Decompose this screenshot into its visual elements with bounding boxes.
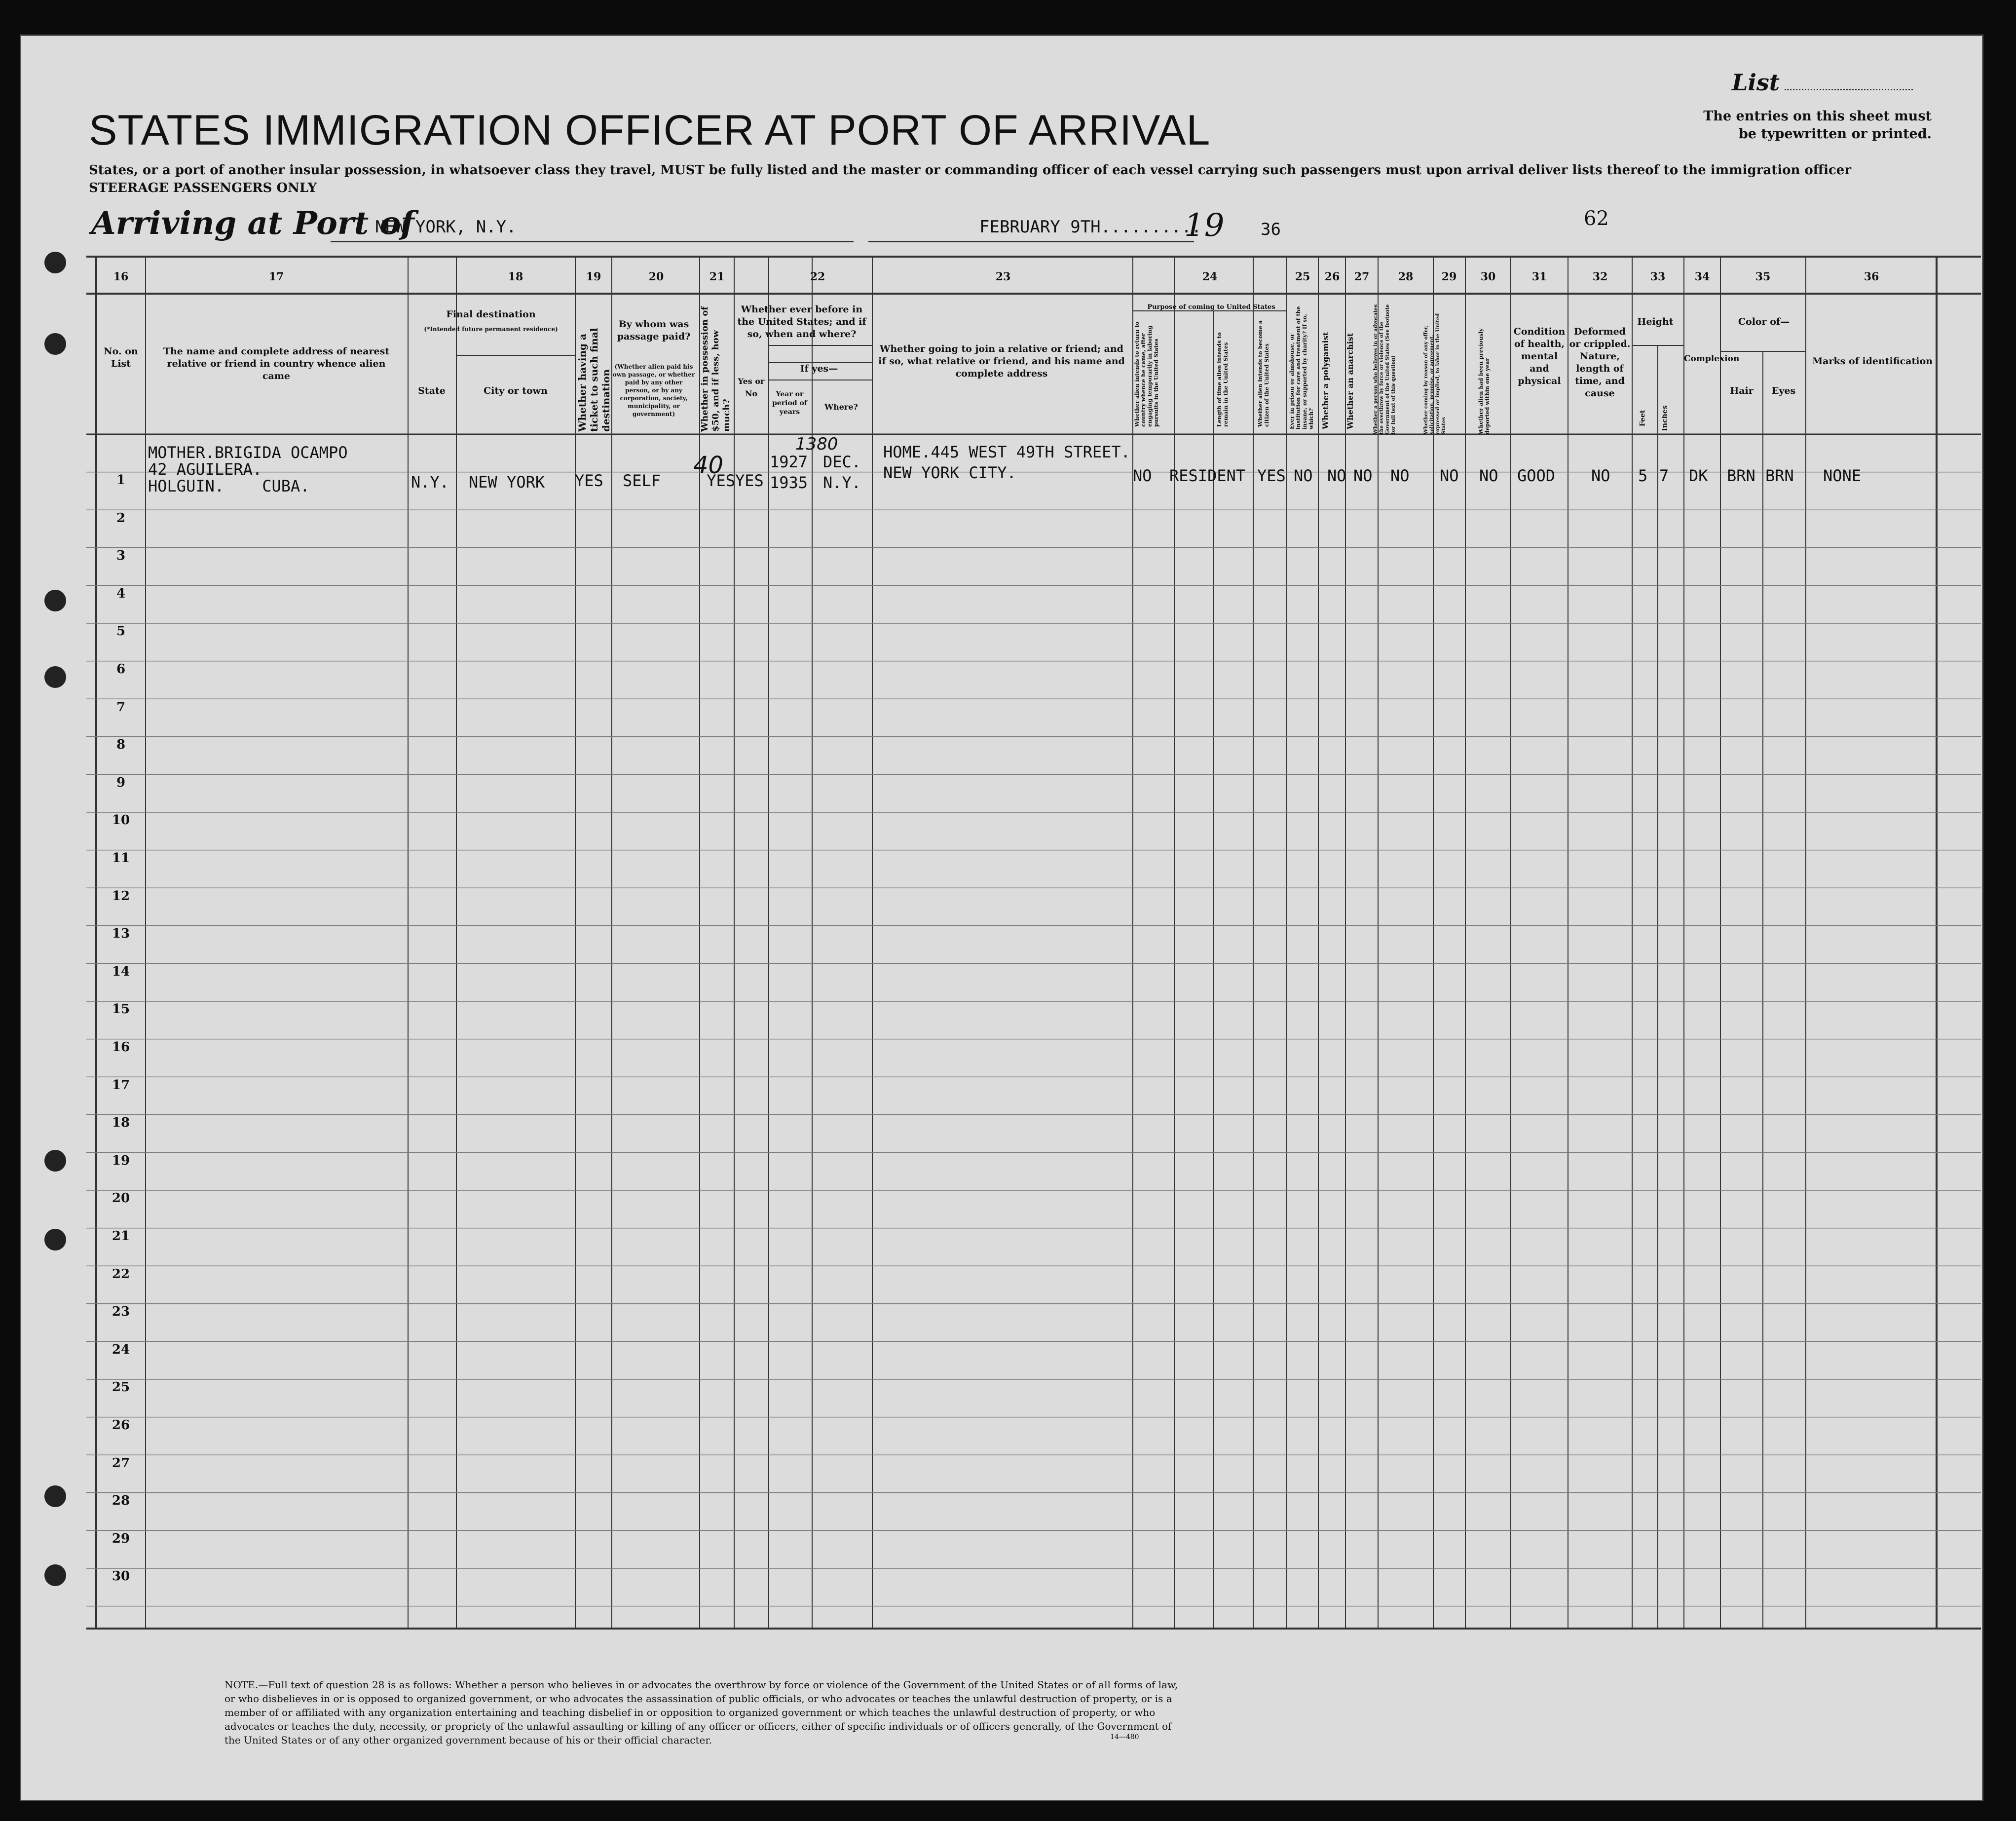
row-number: 27 — [112, 1455, 130, 1471]
column-number: 21 — [709, 270, 725, 283]
row-number: 9 — [116, 775, 126, 790]
list-label-text: List — [1732, 69, 1780, 96]
form-reference: 14—480 — [1110, 1733, 1139, 1741]
header-possession: Whether in possession of $50, and if less, how much? — [700, 306, 732, 432]
binder-hole — [44, 1485, 66, 1507]
column-number: 35 — [1755, 270, 1771, 283]
feet-cell: 5 — [1638, 466, 1648, 485]
header-purpose-c: Whether alien intends to become a citizen of the United States — [1257, 320, 1270, 427]
header-purpose-b: Length of time alien intends to remain in the United States — [1216, 332, 1229, 427]
arriving-label: Arriving at Port of — [91, 205, 414, 242]
column-number: 31 — [1531, 270, 1547, 283]
list-number-line — [1785, 89, 1913, 90]
header-complexion: Complexion — [1684, 354, 1740, 364]
eyes-cell: BRN — [1765, 466, 1794, 485]
header-color-of: Color of— — [1738, 316, 1790, 327]
row-number: 3 — [116, 548, 126, 564]
header-passage: By whom was passage paid? — [617, 319, 691, 342]
row-number: 19 — [112, 1153, 130, 1168]
row-number: 25 — [112, 1380, 130, 1395]
header-health: Condition of health, mental and physical — [1513, 326, 1566, 386]
header-height: Height — [1637, 316, 1674, 327]
row-number: 4 — [116, 586, 126, 601]
entries-note: The entries on this sheet must be typewritten or printed. — [1703, 109, 1932, 142]
passage-cell: SELF — [623, 471, 661, 490]
header-if-yes: If yes— — [800, 363, 838, 374]
health-cell: GOOD — [1517, 466, 1556, 485]
state-cell: N.Y. — [411, 473, 449, 492]
length-stay-cell: RESIDENT — [1169, 466, 1246, 485]
column-number: 33 — [1650, 270, 1666, 283]
header-join-relative: Whether going to join a relative or friend; and if so, what relative or friend, and his name and complete address — [878, 343, 1125, 379]
form-title: STATES IMMIGRATION OFFICER AT PORT OF ARRIVAL — [89, 107, 1211, 154]
header-year-period: Year or period of years — [772, 390, 807, 416]
city-cell: NEW YORK — [469, 473, 545, 492]
column-number: 36 — [1864, 270, 1879, 283]
column-number: 17 — [268, 270, 284, 283]
row-number: 11 — [112, 851, 130, 866]
inches-cell: 7 — [1659, 466, 1669, 485]
overthrow-cell: NO — [1390, 466, 1410, 485]
column-number: 26 — [1324, 270, 1340, 283]
deformed-cell: NO — [1591, 466, 1610, 485]
row-number: 26 — [112, 1418, 130, 1433]
year-field: 36 — [1261, 220, 1281, 239]
hair-cell: BRN — [1727, 466, 1755, 485]
binder-hole — [44, 666, 66, 688]
where-cell: DEC. N.Y. — [823, 453, 861, 492]
header-ticket: Whether having a ticket to such final destination — [576, 328, 612, 432]
row-number: 15 — [112, 1002, 130, 1017]
header-state: State — [418, 385, 446, 396]
row-number: 29 — [112, 1531, 130, 1546]
header-no-on-list: No. on List — [104, 346, 138, 369]
header-labor: Whether coming by reason of any offer, solicitation, promise, or agreement, expressed or implied, to labor in the United States — [1423, 313, 1447, 434]
column-number: 25 — [1295, 270, 1310, 283]
row-number: 18 — [112, 1115, 130, 1131]
possession-handwritten: 40 — [693, 452, 724, 479]
column-number: 22 — [810, 270, 825, 283]
anarchist-cell: NO — [1353, 466, 1373, 485]
column-number: 27 — [1354, 270, 1370, 283]
ticket-cell: YES — [575, 471, 603, 490]
steerage-label: STEERAGE PASSENGERS ONLY — [89, 181, 317, 195]
binder-hole — [44, 333, 66, 355]
possession-cell: YES — [707, 471, 735, 490]
deported-cell: NO — [1479, 466, 1498, 485]
row-number: 20 — [112, 1191, 130, 1206]
row-number: 22 — [112, 1266, 130, 1282]
column-number: 29 — [1441, 270, 1457, 283]
column-number: 34 — [1694, 270, 1710, 283]
header-hair: Hair — [1730, 385, 1754, 396]
column-number: 23 — [995, 270, 1011, 283]
row-number: 12 — [112, 888, 130, 904]
date-line — [868, 241, 1194, 242]
prison-cell: NO — [1294, 466, 1313, 485]
binder-hole — [44, 1150, 66, 1172]
join-address-cell: HOME.445 WEST 49TH STREET. NEW YORK CITY. — [883, 443, 1130, 482]
row-number: 21 — [112, 1229, 130, 1244]
header-city: City or town — [484, 385, 548, 396]
header-prison: Ever in prison or almshouse, or institution for care and treatment of the insane, or supported by charity? If so, which? — [1289, 306, 1314, 429]
port-line — [331, 241, 854, 242]
column-number: 28 — [1398, 270, 1414, 283]
binder-hole — [44, 1229, 66, 1251]
binder-hole — [44, 590, 66, 611]
header-anarchist: Whether an anarchist — [1345, 333, 1355, 429]
row-number: 10 — [112, 813, 130, 828]
year-prefix: 19 — [1184, 207, 1225, 244]
row-number: 1 — [116, 473, 126, 488]
header-eyes: Eyes — [1771, 385, 1796, 396]
labor-cell: NO — [1440, 466, 1459, 485]
row-number: 7 — [116, 699, 126, 715]
header-relative: The name and complete address of nearest relative or friend in country whence alien came — [163, 346, 390, 381]
row-number: 30 — [112, 1569, 130, 1584]
marks-cell: NONE — [1823, 466, 1862, 485]
row-number: 13 — [112, 926, 130, 942]
binder-hole — [44, 1564, 66, 1586]
column-number: 19 — [586, 270, 601, 283]
row-number: 16 — [112, 1040, 130, 1055]
row-number: 23 — [112, 1304, 130, 1320]
polygamist-cell: NO — [1327, 466, 1346, 485]
citizen-cell: YES — [1257, 466, 1286, 485]
header-deported: Whether alien had been previously deported within one year — [1478, 328, 1491, 434]
header-feet: Feet — [1639, 410, 1647, 427]
port-field: NEW YORK, N.Y. — [375, 217, 517, 237]
row-number: 5 — [116, 624, 126, 639]
column-number: 30 — [1480, 270, 1496, 283]
relative-address: MOTHER.BRIGIDA OCAMPO 42 AGUILERA. HOLGUIN. CUBA. — [148, 443, 348, 495]
ever-before-cell: YES — [735, 471, 764, 490]
header-yes-no: Yes or No — [738, 377, 765, 398]
list-number: 62 — [1584, 207, 1609, 230]
header-purpose: Purpose of coming to United States — [1147, 304, 1275, 311]
header-overthrow: Whether a person who believes in or advocates the overthrow by force or violence of the Government of the United States (See footnote for full text of this question) — [1373, 304, 1396, 434]
row-number: 8 — [116, 737, 126, 753]
column-number: 18 — [508, 270, 523, 283]
header-passage-sub: (Whether alien paid his own passage, or whether paid by any other person, or by any corporation, society, municipality, or government) — [612, 363, 695, 417]
header-inches: Inches — [1661, 405, 1669, 431]
list-label — [1732, 69, 1913, 96]
row-number: 17 — [112, 1077, 130, 1093]
row-number: 6 — [116, 662, 126, 677]
column-number: 32 — [1592, 270, 1608, 283]
manifest-sheet — [20, 35, 1983, 1801]
header-marks: Marks of identification — [1812, 356, 1933, 367]
row-number: 28 — [112, 1493, 130, 1509]
year-handwritten: 1380 — [795, 434, 838, 454]
instructions-line: States, or a port of another insular possession, in whatsoever class they travel, MUST be fully listed and the master or commanding officer of each vessel carrying such passengers must upon arrival deliver lists thereof to the immigration officer — [89, 163, 1852, 178]
year-period-cell: 1927 1935 — [770, 453, 808, 492]
return-country-cell: NO — [1133, 466, 1152, 485]
header-ever-before: Whether ever before in the United States; and if so, when and where? — [737, 304, 866, 340]
row-number: 14 — [112, 964, 130, 979]
header-purpose-a: Whether alien intends to return to country whence he came, after engaging temporarily in laboring pursuits in the United States — [1134, 321, 1159, 427]
binder-hole — [44, 252, 66, 273]
row-number: 24 — [112, 1342, 130, 1357]
header-final-destination: Final destination — [446, 309, 536, 320]
form-instructions — [89, 163, 1851, 198]
column-number: 16 — [113, 270, 129, 283]
footnote: NOTE.—Full text of question 28 is as follows: Whether a person who believes in or advocates the overthrow by force or violence of the Government of the United States or of all forms of law, or who disbelieves in or is opposed to organized government, or who advocates the assassination of public officials, or who advocates or teaches the unlawful destruction of property, or is a member of or affiliated with any organization entertaining and teaching disbelief in or opposition to organized government or which teaches the unlawful destruction of property, or who advocates or teaches the duty, necessity, or propriety of the unlawful assaulting or killing of any officer or officers, either of specific individuals or of officers generally, of the Government of the United States or of any other organized government because of his or their official character. — [224, 1679, 1178, 1746]
header-deformed: Deformed or crippled. Nature, length of time, and cause — [1569, 326, 1631, 399]
header-where: Where? — [824, 402, 858, 412]
column-number: 20 — [648, 270, 664, 283]
date-field: FEBRUARY 9TH.......... — [979, 217, 1202, 237]
header-final-destination-sub: (*Intended future permanent residence) — [424, 326, 558, 333]
header-polygamist: Whether a polygamist — [1321, 332, 1330, 429]
row-number: 2 — [116, 510, 126, 526]
column-number: 24 — [1202, 270, 1218, 283]
complexion-cell: DK — [1689, 466, 1708, 485]
